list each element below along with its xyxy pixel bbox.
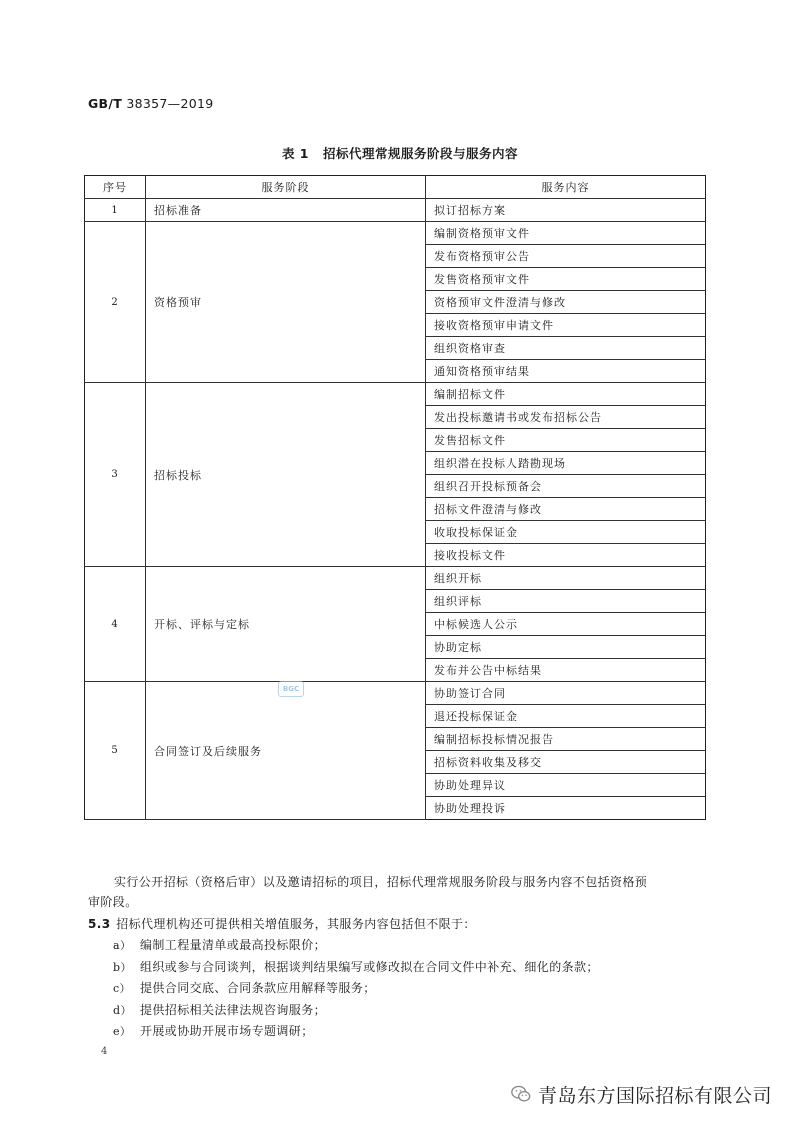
list-item: [113, 1021, 314, 1042]
service-content: 组织潜在投标人踏勘现场: [426, 452, 706, 475]
standard-number: GB/T 38357—2019: [88, 96, 214, 111]
section-number: 5.3: [88, 917, 111, 931]
table-row: [85, 567, 706, 590]
service-content: 退还投标保证金: [426, 705, 706, 728]
table-row: [85, 682, 706, 705]
service-content: 组织评标: [426, 590, 706, 613]
service-content: 编制资格预审文件: [426, 222, 706, 245]
list-marker: c）: [113, 982, 131, 995]
brand-footer: [510, 1081, 772, 1107]
list-marker: b）: [113, 960, 132, 974]
list-marker: a）: [113, 939, 132, 952]
service-content: 招标资料收集及移交: [426, 751, 706, 774]
service-content: 发布并公告中标结果: [426, 659, 706, 682]
service-stage: 资格预审: [146, 222, 426, 383]
service-stage: 合同签订及后续服务: [146, 682, 426, 820]
service-content: 发售招标文件: [426, 429, 706, 452]
service-stage: 招标投标: [146, 383, 426, 567]
wechat-icon: [510, 1083, 532, 1105]
brand-name: 青岛东方国际招标有限公司: [538, 1084, 773, 1107]
row-number: 2: [85, 222, 146, 383]
service-content: 编制招标投标情况报告: [426, 728, 706, 751]
list-text: 提供招标相关法律法规咨询服务；: [140, 1002, 327, 1017]
list-text: 提供合同交底、合同条款应用解释等服务；: [140, 981, 376, 995]
service-content: 收取投标保证金: [426, 521, 706, 544]
row-number: 5: [85, 682, 146, 820]
service-content: 资格预审文件澄清与修改: [426, 291, 706, 314]
service-content: 发出投标邀请书或发布招标公告: [426, 406, 706, 429]
table-row: [85, 222, 706, 245]
list-text: 组织或参与合同谈判，根据谈判结果编写或修改拟在合同文件中补充、细化的条款；: [140, 959, 599, 974]
list-marker: d）: [113, 1003, 132, 1017]
row-number: 4: [85, 567, 146, 682]
service-content: 协助签订合同: [426, 682, 706, 705]
list-text: 编制工程量清单或最高投标限价；: [140, 938, 327, 952]
service-content: 编制招标文件: [426, 383, 706, 406]
service-content: 发售资格预审文件: [426, 268, 706, 291]
col-header-content: 服务内容: [426, 176, 706, 199]
col-header-stage: 服务阶段: [146, 176, 426, 199]
list-item: [113, 978, 376, 999]
table-body: [85, 199, 706, 820]
watermark-logo: BGC: [278, 681, 304, 697]
service-content: 组织召开投标预备会: [426, 475, 706, 498]
table-row: [85, 383, 706, 406]
page-number: 4: [101, 1046, 108, 1057]
list-text: 开展或协助开展市场专题调研；: [140, 1024, 314, 1038]
list-item: [113, 935, 326, 956]
service-stage: 招标准备: [146, 199, 426, 222]
table-caption: 表 1 招标代理常规服务阶段与服务内容: [281, 146, 519, 161]
service-content: 招标文件澄清与修改: [426, 498, 706, 521]
list-item: [113, 957, 599, 978]
service-content: 协助处理异议: [426, 774, 706, 797]
table-header-row: [85, 176, 706, 199]
service-content: 通知资格预审结果: [426, 360, 706, 383]
service-content: 协助处理投诉: [426, 797, 706, 820]
service-content: 接收资格预审申请文件: [426, 314, 706, 337]
section-5-3: [88, 914, 708, 934]
row-number: 1: [85, 199, 146, 222]
service-content: 发布资格预审公告: [426, 245, 706, 268]
note-paragraph: 实行公开招标（资格后审）以及邀请招标的项目，招标代理常规服务阶段与服务内容不包括资格预 审阶段。: [88, 875, 648, 909]
table-row: [85, 199, 706, 222]
list-item: [113, 1000, 326, 1021]
service-content: 组织资格审查: [426, 337, 706, 360]
service-table: [84, 175, 706, 820]
service-content: 拟订招标方案: [426, 199, 706, 222]
service-content: 接收投标文件: [426, 544, 706, 567]
service-content: 协助定标: [426, 636, 706, 659]
service-content: 组织开标: [426, 567, 706, 590]
col-header-no: 序号: [85, 176, 146, 199]
section-text: 招标代理机构还可提供相关增值服务，其服务内容包括但不限于：: [116, 917, 476, 931]
service-stage: 开标、评标与定标: [146, 567, 426, 682]
row-number: 3: [85, 383, 146, 567]
service-content: 中标候选人公示: [426, 613, 706, 636]
list-marker: e）: [113, 1025, 132, 1038]
